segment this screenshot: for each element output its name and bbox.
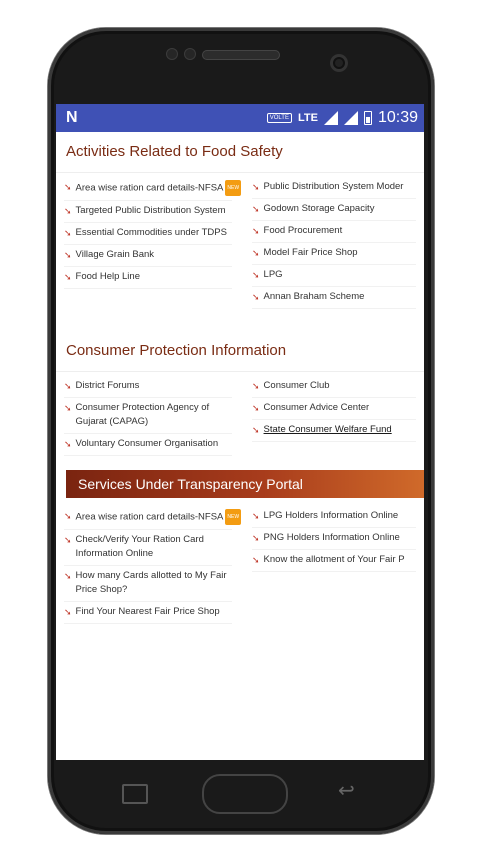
- bullet-arrow-icon: ➘: [64, 250, 72, 260]
- network-type: LTE: [297, 112, 318, 124]
- list-item[interactable]: [252, 287, 416, 309]
- food-safety-list: [56, 177, 424, 309]
- list-item[interactable]: [64, 566, 232, 602]
- notification-n-icon: N: [66, 109, 77, 126]
- item-label: Food Help Line: [75, 271, 140, 282]
- item-label: Check/Verify Your Ration Card Information Online: [75, 534, 204, 559]
- bullet-arrow-icon: ➘: [64, 182, 72, 192]
- list-item[interactable]: [64, 506, 240, 530]
- list-item-link[interactable]: [252, 420, 416, 442]
- list-item[interactable]: [252, 376, 416, 398]
- food-safety-left-column: [64, 177, 240, 309]
- item-label: LPG Holders Information Online: [263, 510, 399, 521]
- light-sensor: [184, 48, 196, 60]
- hardware-nav-bar: [56, 760, 424, 820]
- item-label: Public Distribution System Moder: [263, 181, 404, 192]
- list-item[interactable]: [252, 506, 416, 528]
- bullet-arrow-icon: ➘: [64, 511, 72, 521]
- bullet-arrow-icon: ➘: [64, 272, 72, 282]
- item-label: District Forums: [75, 380, 140, 391]
- list-item[interactable]: [252, 398, 416, 420]
- list-item[interactable]: [64, 267, 232, 289]
- list-item[interactable]: [64, 398, 232, 434]
- item-label: Godown Storage Capacity: [263, 203, 375, 214]
- transparency-right-column: [240, 506, 416, 624]
- list-item[interactable]: [64, 376, 232, 398]
- bullet-arrow-icon: ➘: [252, 533, 260, 543]
- item-label: Consumer Protection Agency of Gujarat (CAPAG): [75, 402, 210, 427]
- item-label: Consumer Club: [263, 380, 330, 391]
- bullet-arrow-icon: ➘: [64, 403, 72, 413]
- bullet-arrow-icon: ➘: [252, 381, 260, 391]
- earpiece-speaker: [202, 50, 280, 60]
- list-item[interactable]: [252, 265, 416, 287]
- transparency-left-column: [64, 506, 240, 624]
- bullet-arrow-icon: ➘: [252, 511, 260, 521]
- bullet-arrow-icon: ➘: [252, 425, 260, 435]
- bullet-arrow-icon: ➘: [64, 381, 72, 391]
- proximity-sensor: [166, 48, 178, 60]
- item-label: Area wise ration card details-NFSA NEW: [76, 509, 242, 525]
- new-badge: NEW: [225, 509, 241, 525]
- list-item[interactable]: [252, 177, 416, 199]
- item-label: Know the allotment of Your Fair P: [263, 554, 405, 565]
- food-safety-title: Activities Related to Food Safety: [56, 132, 424, 173]
- item-label: Village Grain Bank: [75, 249, 155, 260]
- list-item[interactable]: [252, 221, 416, 243]
- cell-signal-icon: [344, 111, 358, 125]
- back-icon[interactable]: ↩: [338, 780, 355, 802]
- list-item[interactable]: [252, 550, 416, 572]
- app-screen: [56, 104, 424, 760]
- item-label: LPG: [263, 269, 283, 280]
- list-item[interactable]: [64, 177, 240, 201]
- item-label: Model Fair Price Shop: [263, 247, 358, 258]
- bullet-arrow-icon: ➘: [64, 206, 72, 216]
- bullet-arrow-icon: ➘: [64, 607, 72, 617]
- list-item[interactable]: [252, 199, 416, 221]
- new-badge: NEW: [225, 180, 241, 196]
- item-label: How many Cards allotted to My Fair Price Shop?: [75, 570, 227, 595]
- bullet-arrow-icon: ➘: [64, 439, 72, 449]
- item-label: Essential Commodities under TDPS: [75, 227, 227, 238]
- battery-icon: [364, 111, 372, 125]
- bullet-arrow-icon: ➘: [252, 204, 260, 214]
- consumer-protection-list: [56, 376, 424, 456]
- bullet-arrow-icon: ➘: [252, 226, 260, 236]
- list-item[interactable]: [64, 223, 232, 245]
- transparency-portal-banner: Services Under Transparency Portal: [66, 470, 424, 498]
- item-label: Annan Braham Scheme: [263, 291, 365, 302]
- item-label: Targeted Public Distribution System: [75, 205, 226, 216]
- bullet-arrow-icon: ➘: [252, 555, 260, 565]
- bullet-arrow-icon: ➘: [252, 270, 260, 280]
- item-label: Voluntary Consumer Organisation: [75, 438, 219, 449]
- item-label: Consumer Advice Center: [263, 402, 370, 413]
- list-item[interactable]: [64, 245, 232, 267]
- bullet-arrow-icon: ➘: [64, 228, 72, 238]
- item-label: Area wise ration card details-NFSA NEW: [76, 180, 242, 196]
- item-label: State Consumer Welfare Fund: [263, 424, 392, 435]
- consumer-right-column: [240, 376, 416, 456]
- bullet-arrow-icon: ➘: [252, 403, 260, 413]
- bullet-arrow-icon: ➘: [252, 182, 260, 192]
- list-item[interactable]: [252, 528, 416, 550]
- wifi-signal-icon: [324, 111, 338, 125]
- item-label: Food Procurement: [263, 225, 343, 236]
- bullet-arrow-icon: ➘: [252, 292, 260, 302]
- list-item[interactable]: [64, 602, 232, 624]
- front-camera: [330, 54, 348, 72]
- food-safety-right-column: [240, 177, 416, 309]
- list-item[interactable]: [252, 243, 416, 265]
- list-item[interactable]: [64, 434, 232, 456]
- list-item[interactable]: [64, 530, 232, 566]
- status-time: 10:39: [377, 109, 418, 126]
- bullet-arrow-icon: ➘: [64, 571, 72, 581]
- list-item[interactable]: [64, 201, 232, 223]
- item-label: Find Your Nearest Fair Price Shop: [75, 606, 220, 617]
- bullet-arrow-icon: ➘: [252, 248, 260, 258]
- recent-apps-icon[interactable]: [122, 784, 148, 804]
- consumer-protection-title: Consumer Protection Information: [56, 331, 424, 372]
- bullet-arrow-icon: ➘: [64, 535, 72, 545]
- consumer-left-column: [64, 376, 240, 456]
- status-indicators: [267, 109, 418, 127]
- item-label: PNG Holders Information Online: [263, 532, 400, 543]
- home-button[interactable]: [202, 774, 288, 814]
- transparency-list: [56, 506, 424, 624]
- status-bar: [56, 104, 424, 132]
- volte-badge: VOLTE: [267, 113, 292, 123]
